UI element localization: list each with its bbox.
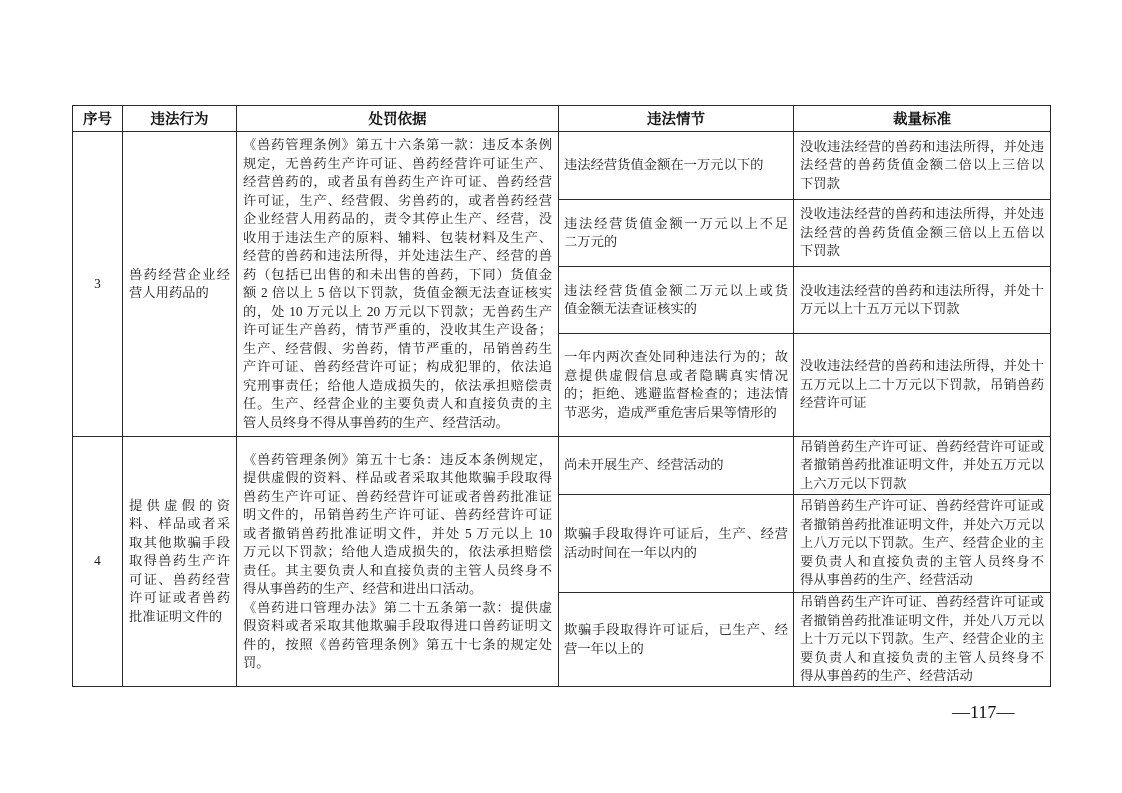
text-line: 提供虚假的资 — [129, 497, 230, 513]
standard-cell — [794, 334, 1051, 437]
text-line: 违法经营货值金额一万元以上不足 — [564, 215, 788, 231]
text-line: 下罚款 — [800, 175, 840, 191]
violation-cell — [123, 132, 237, 437]
standard-cell — [794, 593, 1051, 687]
circumstance-cell — [559, 334, 794, 437]
row-index-cell: 4 — [73, 437, 123, 687]
basis-cell — [237, 437, 559, 687]
text-line: 收用于违法生产的原料、辅料、包装材料及生产、 — [243, 229, 552, 245]
text-line: 取其他欺骗手段 — [129, 534, 230, 550]
text-line: 万元以下罚款；给他人造成损失的，依法承担赔偿 — [243, 544, 552, 559]
text-line: 企业经营人用药品的，责令其停止生产、经营，没 — [243, 211, 552, 226]
text-line: 《兽药管理条例》第五十六条第一款：违反本条例 — [243, 137, 552, 152]
standard-text — [800, 357, 1044, 413]
text-line: 没收违法经营的兽药和违法所得，并处十 — [800, 358, 1044, 374]
text-line: 万元以上十五万元以下罚款 — [800, 301, 960, 316]
circumstance-text — [564, 456, 788, 475]
circumstance-cell — [559, 437, 794, 495]
text-line: 一年内两次查处同种违法行为的；故 — [564, 349, 788, 364]
standard-text — [800, 282, 1044, 319]
header-basis: 处罚依据 — [237, 106, 559, 132]
text-line: 许可证生产兽药，情节严重的，没收其生产设备； — [243, 322, 552, 337]
header-index: 序号 — [73, 106, 123, 132]
text-line: 兽药生产许可证、兽药经营许可证或者兽药批准证 — [243, 488, 552, 504]
header-standard: 裁量标准 — [794, 106, 1051, 132]
text-line: 产许可证、兽药经营许可证；构成犯罪的，依法追 — [243, 359, 552, 374]
text-line: 上六万元以下罚款 — [800, 475, 907, 491]
text-line: 营一年以上的 — [564, 640, 644, 656]
text-line: 要负责人和直接负责的主管人员终身不 — [800, 553, 1044, 569]
text-line: 活动时间在一年以内的 — [564, 544, 697, 560]
standard-cell — [794, 200, 1051, 267]
text-line: 五万元以上二十万元以下罚款，吊销兽药 — [800, 376, 1044, 392]
text-line: 者撤销兽药批准证明文件，并处六万元以 — [800, 516, 1044, 532]
standard-cell — [794, 437, 1051, 495]
text-line: 生产、经营假、劣兽药，情节严重的，吊销兽药生 — [243, 340, 552, 356]
text-line: 欺骗手段取得许可证后，已生产、经 — [564, 622, 788, 637]
penalty-discretion-table — [72, 105, 1051, 687]
header-circumstance: 违法情节 — [559, 106, 794, 132]
violation-text — [129, 266, 230, 303]
text-line: 规定，无兽药生产许可证、兽药经营许可证生产、 — [243, 155, 552, 171]
standard-text — [800, 593, 1044, 686]
table-row — [73, 132, 1051, 200]
text-line: 得从事兽药的生产、经营活动 — [800, 668, 973, 684]
violation-cell — [123, 437, 237, 687]
circumstance-cell — [559, 200, 794, 267]
text-line: 的；拒绝、逃避监督检查的；违法情 — [564, 386, 788, 401]
circumstance-cell — [559, 267, 794, 334]
text-line: 许可证，生产、经营假、劣兽药的，或者兽药经营 — [243, 192, 552, 208]
text-line: 取得兽药生产许 — [129, 553, 230, 569]
standard-cell — [794, 132, 1051, 200]
text-line: 《兽药进口管理办法》第二十五条第一款：提供虚 — [243, 599, 552, 615]
text-line: 任。生产、经营企业的主要负责人和直接负责的主 — [243, 396, 552, 411]
text-line: 究刑事责任；给他人造成损失的，依法承担赔偿责 — [243, 377, 552, 393]
basis-cell — [237, 132, 559, 437]
text-line: 兽药经营企业经 — [129, 266, 230, 282]
circumstance-cell — [559, 495, 794, 593]
text-line: 料、样品或者采 — [129, 516, 230, 532]
table-row — [73, 437, 1051, 495]
text-line: 可证、兽药经营 — [129, 571, 230, 587]
circumstance-cell — [559, 593, 794, 687]
text-line: 吊销兽药生产许可证、兽药经营许可证或 — [800, 498, 1044, 514]
header-violation: 违法行为 — [123, 106, 237, 132]
text-line: 值金额无法查证核实的 — [564, 301, 697, 316]
circumstance-cell — [559, 132, 794, 200]
violation-text — [129, 497, 230, 627]
text-line: 假资料或者采取其他欺骗手段取得进口兽药证明文 — [243, 618, 552, 633]
text-line: 吊销兽药生产许可证、兽药经营许可证或 — [800, 438, 1044, 454]
text-line: 法经营的兽药货值金额二倍以上三倍以 — [800, 157, 1044, 173]
text-line: 节恶劣，造成严重危害后果等情形的 — [564, 404, 777, 420]
text-line: 没收违法经营的兽药和违法所得，并处违 — [800, 206, 1044, 222]
standard-text — [800, 138, 1044, 194]
text-line: 没收违法经营的兽药和违法所得，并处十 — [800, 282, 1044, 298]
text-line: 额 2 倍以上 5 倍以下罚款，货值金额无法查证核实 — [243, 285, 552, 300]
table-header-row — [73, 106, 1051, 132]
text-line: 吊销兽药生产许可证、兽药经营许可证或 — [800, 594, 1044, 610]
standard-text — [800, 438, 1044, 494]
text-line: 《兽药管理条例》第五十七条：违反本条例规定， — [243, 451, 552, 467]
text-line: 明文件的，吊销兽药生产许可证、兽药经营许可证 — [243, 507, 552, 522]
text-line: 得从事兽药的生产、经营和进出口活动。 — [243, 581, 483, 596]
text-line: 责任。其主要负责人和直接负责的主管人员终身不 — [243, 562, 552, 578]
text-line: 许可证或者兽药 — [129, 590, 230, 606]
text-line: 管人员终身不得从事兽药的生产、经营活动。 — [243, 414, 509, 430]
text-line: 上八万元以下罚款。生产、经营企业的主 — [800, 535, 1044, 551]
text-line: 的，处 10 万元以上 20 万元以下罚款；无兽药生产 — [243, 303, 552, 319]
text-line: 上十万元以下罚款。生产、经营企业的主 — [800, 631, 1044, 647]
row-index-cell: 3 — [73, 132, 123, 437]
text-line: 得从事兽药的生产、经营活动 — [800, 572, 973, 588]
circumstance-text — [564, 525, 788, 562]
text-line: 经营的兽药和违法所得，并处违法生产、经营的兽 — [243, 248, 552, 263]
text-line: 违法经营货值金额在一万元以下的 — [564, 157, 764, 173]
circumstance-text — [564, 215, 788, 252]
standard-cell — [794, 267, 1051, 334]
text-line: 经营兽药的，或者虽有兽药生产许可证、兽药经营 — [243, 174, 552, 189]
text-line: 罚。 — [243, 655, 270, 670]
circumstance-text — [564, 282, 788, 319]
standard-cell — [794, 495, 1051, 593]
text-line: 经营许可证 — [800, 395, 867, 411]
basis-paragraph — [243, 451, 552, 599]
text-line: 没收违法经营的兽药和违法所得，并处违 — [800, 138, 1044, 154]
standard-text — [800, 497, 1044, 590]
text-line: 件的，按照《兽药管理条例》第五十七条的规定处 — [243, 636, 552, 652]
page-number: —117— — [952, 702, 1015, 722]
basis-paragraph — [243, 136, 552, 432]
text-line: 法经营的兽药货值金额三倍以上五倍以 — [800, 224, 1044, 240]
circumstance-text — [564, 621, 788, 658]
text-line: 提供虚假的资料、样品或者采取其他欺骗手段取得 — [243, 470, 552, 485]
text-line: 营人用药品的 — [129, 285, 209, 300]
text-line: 欺骗手段取得许可证后，生产、经营 — [564, 526, 788, 541]
text-line: 者撤销兽药批准证明文件，并处五万元以 — [800, 457, 1044, 473]
text-line: 违法经营货值金额二万元以上或货 — [564, 282, 788, 298]
text-line: 下罚款 — [800, 243, 840, 259]
text-line: 或者撤销兽药批准证明文件，并处 5 万元以上 10 — [243, 525, 552, 541]
text-line: 批准证明文件的 — [129, 608, 223, 624]
text-line: 尚未开展生产、经营活动的 — [564, 457, 724, 473]
circumstance-text — [564, 348, 788, 422]
standard-text — [800, 205, 1044, 261]
text-line: 要负责人和直接负责的主管人员终身不 — [800, 649, 1044, 665]
basis-paragraph — [243, 599, 552, 673]
text-line: 者撤销兽药批准证明文件，并处八万元以 — [800, 612, 1044, 628]
circumstance-text — [564, 156, 788, 175]
text-line: 二万元的 — [564, 234, 618, 249]
text-line: 意提供虚假信息或者隐瞒真实情况 — [564, 367, 788, 383]
text-line: 药（包括已出售的和未出售的兽药，下同）货值金 — [243, 266, 552, 282]
